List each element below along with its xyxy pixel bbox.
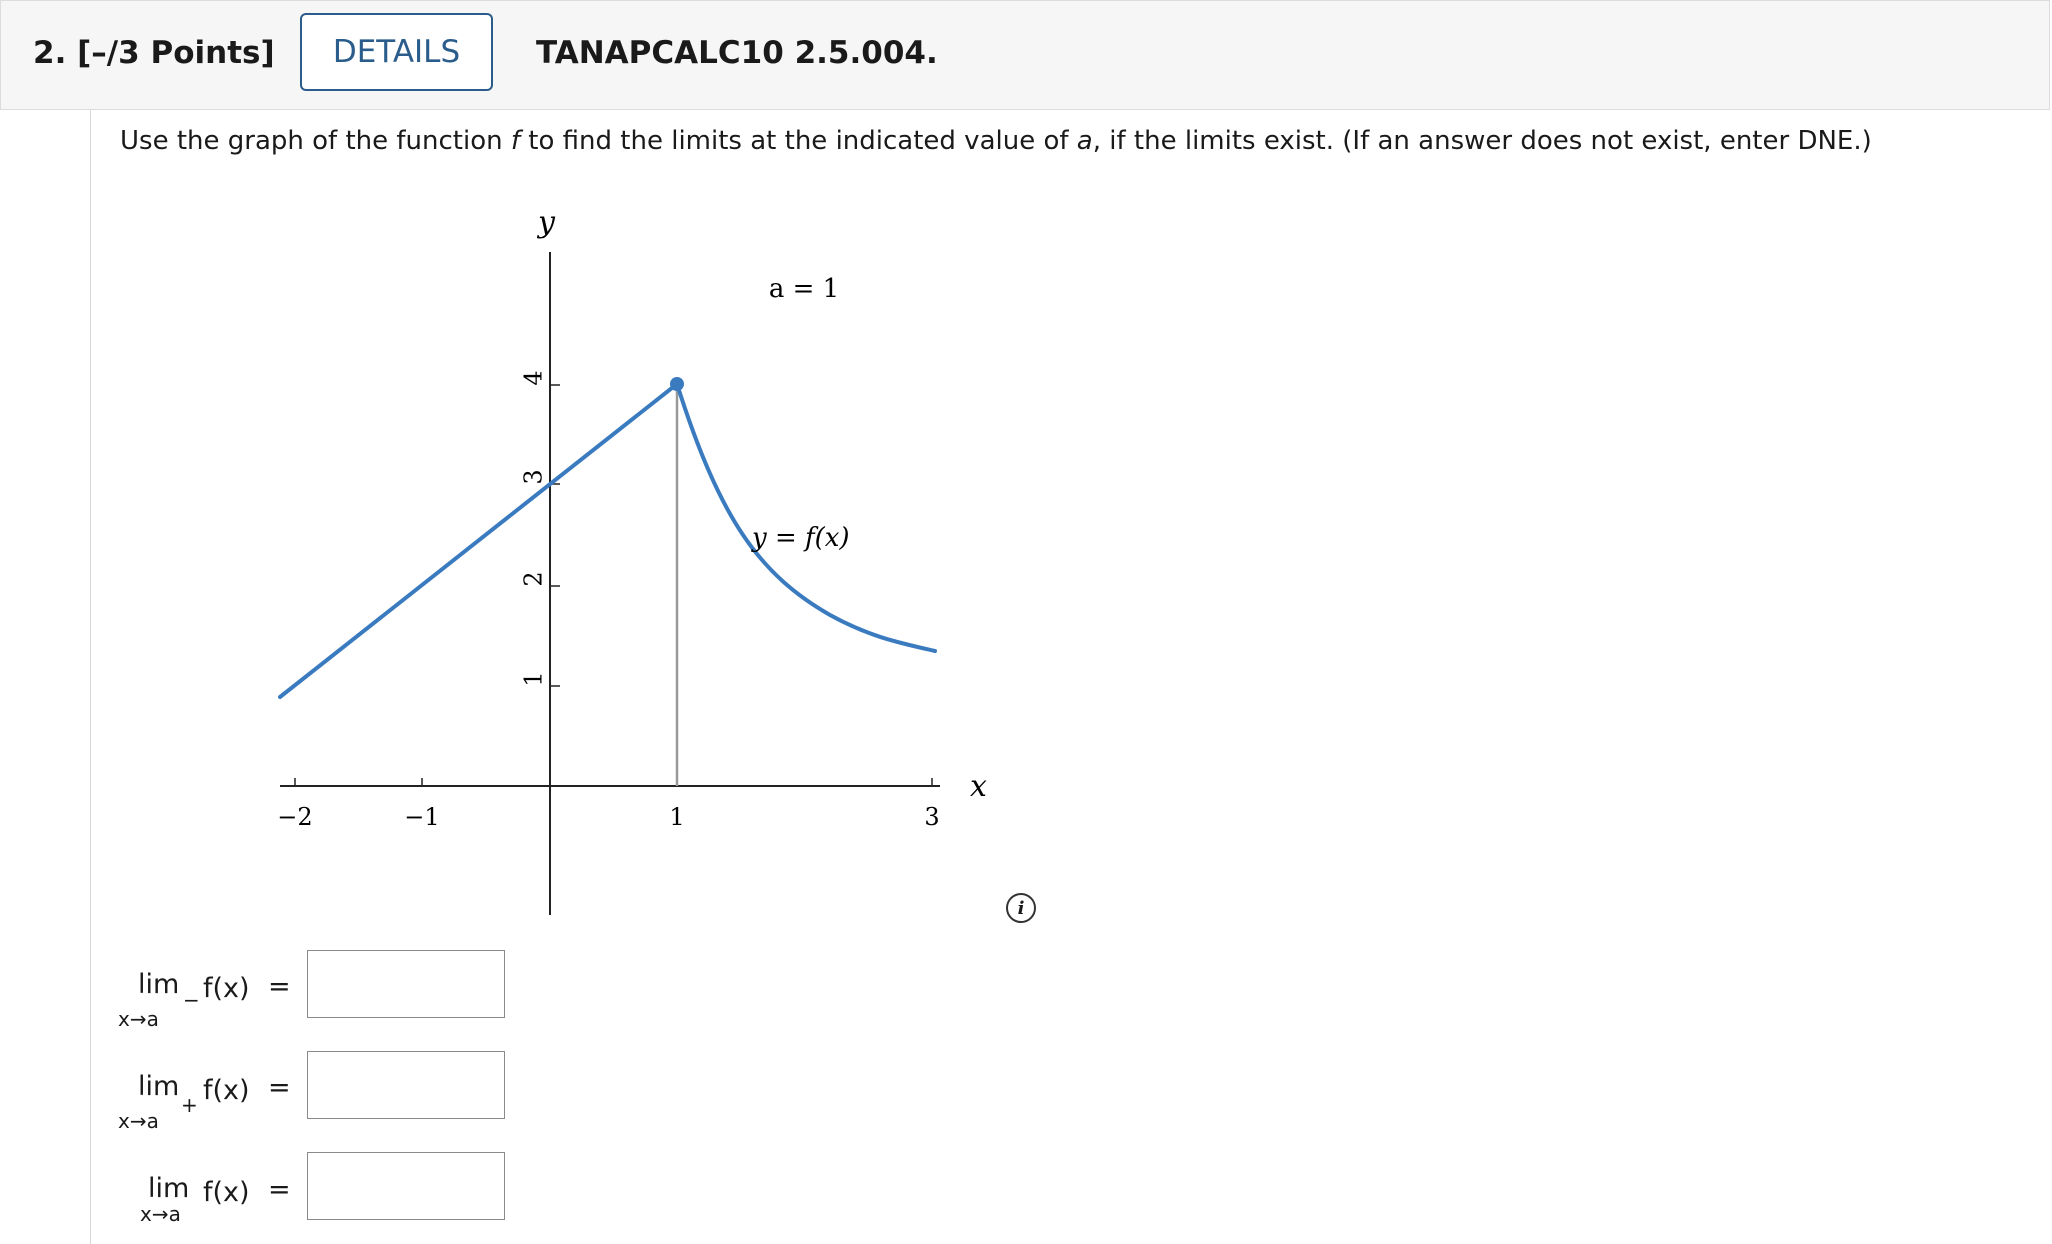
lim-label: lim [148,1173,190,1204]
instruction-var: a [1076,126,1093,156]
filled-point [670,377,684,391]
lim-equals: = [268,1174,291,1205]
info-icon[interactable]: i [1006,893,1036,923]
lim-equals: = [268,1072,291,1103]
x-axis-label: x [970,769,987,804]
lim-superscript: + [181,1093,198,1117]
x-tick-label: 1 [669,803,685,831]
lim-label: lim [138,969,180,1000]
y-tick-label: 2 [519,571,548,587]
question-code: TANAPCALC10 2.5.004. [536,35,938,71]
x-tick-label: −2 [277,803,313,831]
right-curve-segment [677,384,935,651]
instruction-part2: to find the limits at the indicated value of [520,126,1077,156]
answer-input-two-sided-limit[interactable] [307,1152,505,1220]
lim-equals: = [268,971,291,1002]
lim-superscript: − [183,988,200,1012]
lim-subscript: x→a [118,1109,159,1133]
instruction-part1: Use the graph of the function [120,126,511,156]
instruction-func: f [510,126,521,156]
y-tick-label: 1 [519,671,548,687]
lim-label: lim [138,1071,180,1102]
y-tick-label: 3 [519,469,548,485]
curve-label: y = f(x) [752,523,850,553]
instruction-part3: , if the limits exist. (If an answer does not exist, enter DNE.) [1092,126,1872,156]
answer-input-right-limit[interactable] [307,1051,505,1119]
x-tick-label: −1 [404,803,440,831]
a-value-label: a = 1 [768,274,840,304]
lim-subscript: x→a [140,1202,181,1226]
y-tick-label: 4 [519,370,548,386]
lim-function: f(x) [203,973,250,1004]
lim-function: f(x) [203,1177,250,1208]
lim-subscript: x→a [118,1007,159,1031]
lim-function: f(x) [203,1075,250,1106]
x-tick-label: 3 [924,803,940,831]
y-axis-label: y [538,205,555,240]
left-linear-segment [280,384,677,697]
answer-input-left-limit[interactable] [307,950,505,1018]
details-button[interactable]: DETAILS [300,13,493,91]
question-number: 2. [–/3 Points] [33,35,275,71]
